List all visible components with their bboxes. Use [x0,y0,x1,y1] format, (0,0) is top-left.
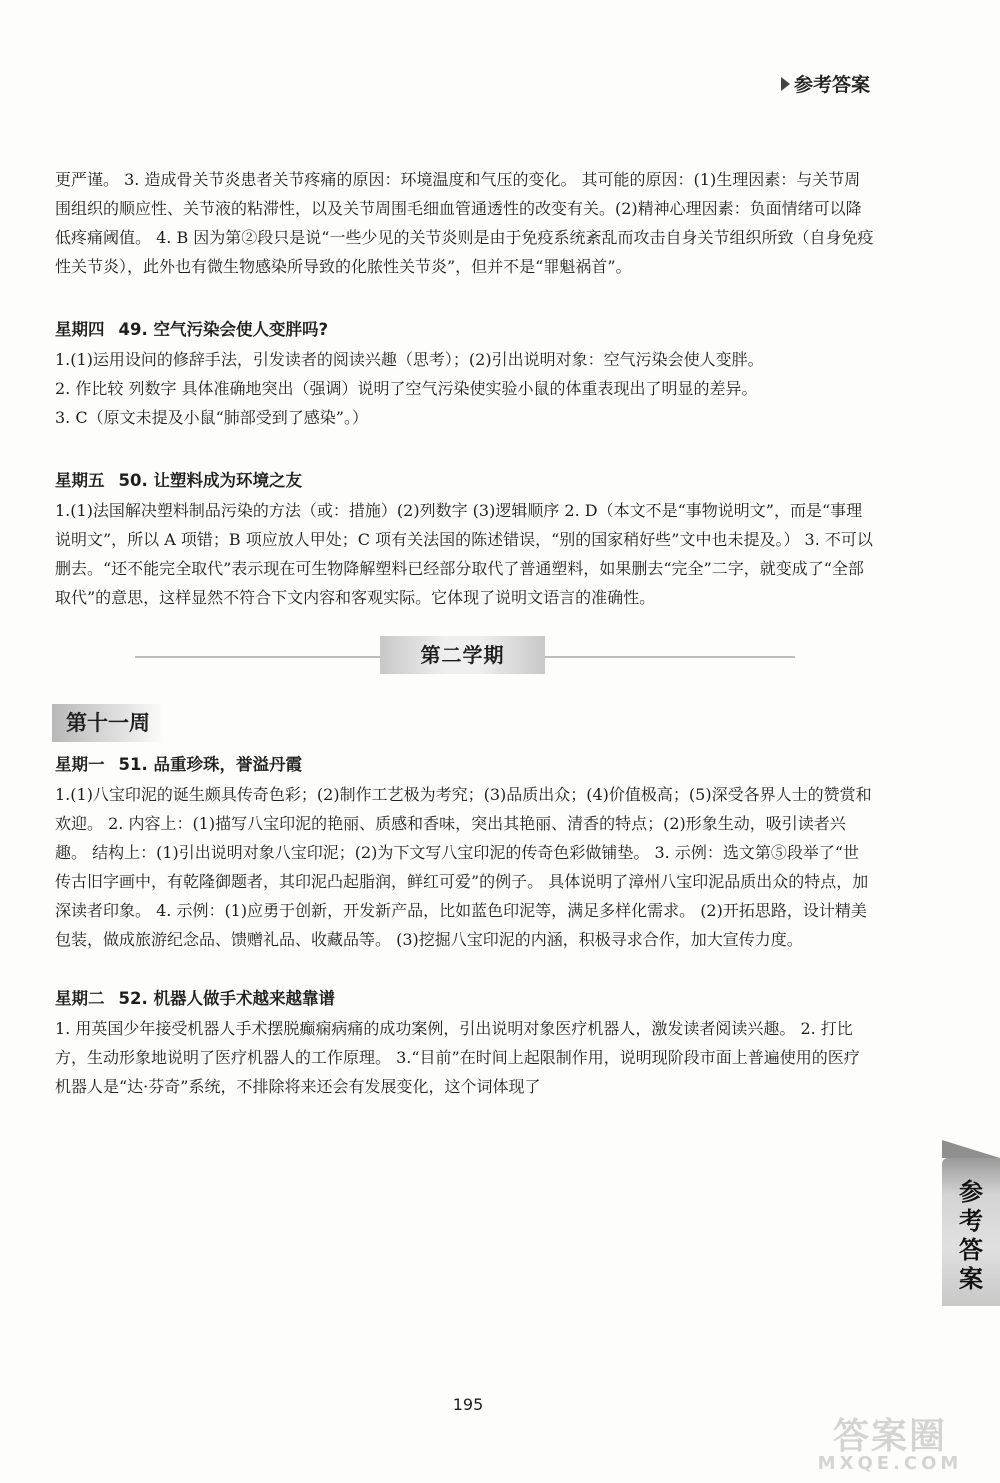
answer-paragraph: 1.(1)运用设问的修辞手法，引发读者的阅读兴趣（思考）；(2)引出说明对象：空气污染会使人变胖。 [55,350,764,369]
week-title: 第十一周 [52,704,164,742]
section-day: 星期二 [55,989,105,1008]
page-number: 195 [452,1395,484,1414]
section-day: 星期五 [55,471,105,490]
tab-notch-icon [942,1140,1000,1158]
section-thursday [55,315,875,432]
answer-paragraph: 2. 作比较 列数字 具体准确地突出（强调）说明了空气污染使实验小鼠的体重表现出了明显的差异。 [55,379,758,398]
section-day: 星期一 [55,755,105,774]
section-heading [55,984,875,1014]
continuation-paragraph: 更严谨。 3. 造成骨关节炎患者关节疼痛的原因：环境温度和气压的变化。 其可能的原因：(1)生理因素：与关节周围组织的顺应性、关节液的粘滞性，以及关节周围毛细血管通透性的改变有关。(2)精神心理因素：负面情绪可以降低疼痛阈值。 4. B 因为第②段只是说“一些少见的关节炎则是由于免疫系统紊乱而攻击自身关节组织所致（自身免疫性关节炎），此外也有微生物感染所导致的化脓性关节炎”，但并不是“罪魁祸首”。 [55,170,874,276]
watermark-logo [790,1408,990,1474]
watermark-url: MXQE.COM [817,1453,963,1474]
section-day: 星期四 [55,320,105,339]
term-title: 第二学期 [380,636,545,674]
section-title: 51. 品重珍珠，誉溢丹霞 [118,755,302,774]
answer-paragraph: 3. C（原文未提及小鼠“肺部受到了感染”。） [55,408,368,427]
side-tab-label: 参考答案 [959,1178,983,1293]
section-title: 52. 机器人做手术越来越靠谱 [118,989,335,1008]
term-banner [55,630,875,678]
section-title: 49. 空气污染会使人变胖吗? [118,320,329,339]
answer-paragraph: 1. 用英国少年接受机器人手术摆脱癫痫病痛的成功案例，引出说明对象医疗机器人，激发读者阅读兴趣。 2. 打比方，生动形象地说明了医疗机器人的工作原理。 3.“目前”在时间上起限制作用，说明现阶段市面上普遍使用的医疗机器人是“达·芬奇”系统，不排除将来还会有发展变化，这个词体现了 [55,1019,860,1096]
watermark-text: 答案圈 [832,1416,947,1457]
answer-side-tab [942,1158,1000,1306]
header-title: 参考答案 [793,74,870,96]
page-content [55,165,875,1101]
section-monday [55,750,875,954]
section-heading [55,315,875,345]
section-title: 50. 让塑料成为环境之友 [118,471,302,490]
section-heading [55,750,875,780]
section-heading [55,466,875,496]
section-friday [55,466,875,612]
triangle-marker-icon [781,77,790,91]
answer-paragraph: 1.(1)法国解决塑料制品污染的方法（或：措施）(2)列数字 (3)逻辑顺序 2. D（本文不是“事物说明文”，而是“事理说明文”，所以 A 项错；B 项应放人甲处；C 项有关法国的陈述错误，“别的国家稍好些”文中也未提及。） 3. 不可以删去。“还不能完全取代”表示现在可生物降解塑料已经部分取代了普通塑料，如果删去“完全”二字，就变成了“全部取代”的意思，这样显然不符合下文内容和客观实际。它体现了说明文语言的准确性。 [55,501,873,607]
page-header [781,70,870,97]
answer-paragraph: 1.(1)八宝印泥的诞生颇具传奇色彩；(2)制作工艺极为考究；(3)品质出众；(4)价值极高；(5)深受各界人士的赞赏和欢迎。 2. 内容上：(1)描写八宝印泥的艳丽、质感和香味，突出其艳丽、清香的特点；(2)形象生动，吸引读者兴趣。 结构上：(1)引出说明对象八宝印泥；(2)为下文写八宝印泥的传奇色彩做铺垫。 3. 示例：选文第⑤段举了“世传古旧字画中，有乾隆御题者，其印泥凸起脂润，鲜红可爱”的例子。 具体说明了漳州八宝印泥品质出众的特点，加深读者印象。 4. 示例：(1)应勇于创新，开发新产品，比如蓝色印泥等，满足多样化需求。 (2)开拓思路，设计精美包装，做成旅游纪念品、馈赠礼品、收藏品等。 (3)挖掘八宝印泥的内涵，积极寻求合作，加大宣传力度。 [55,785,872,949]
section-tuesday [55,984,875,1101]
